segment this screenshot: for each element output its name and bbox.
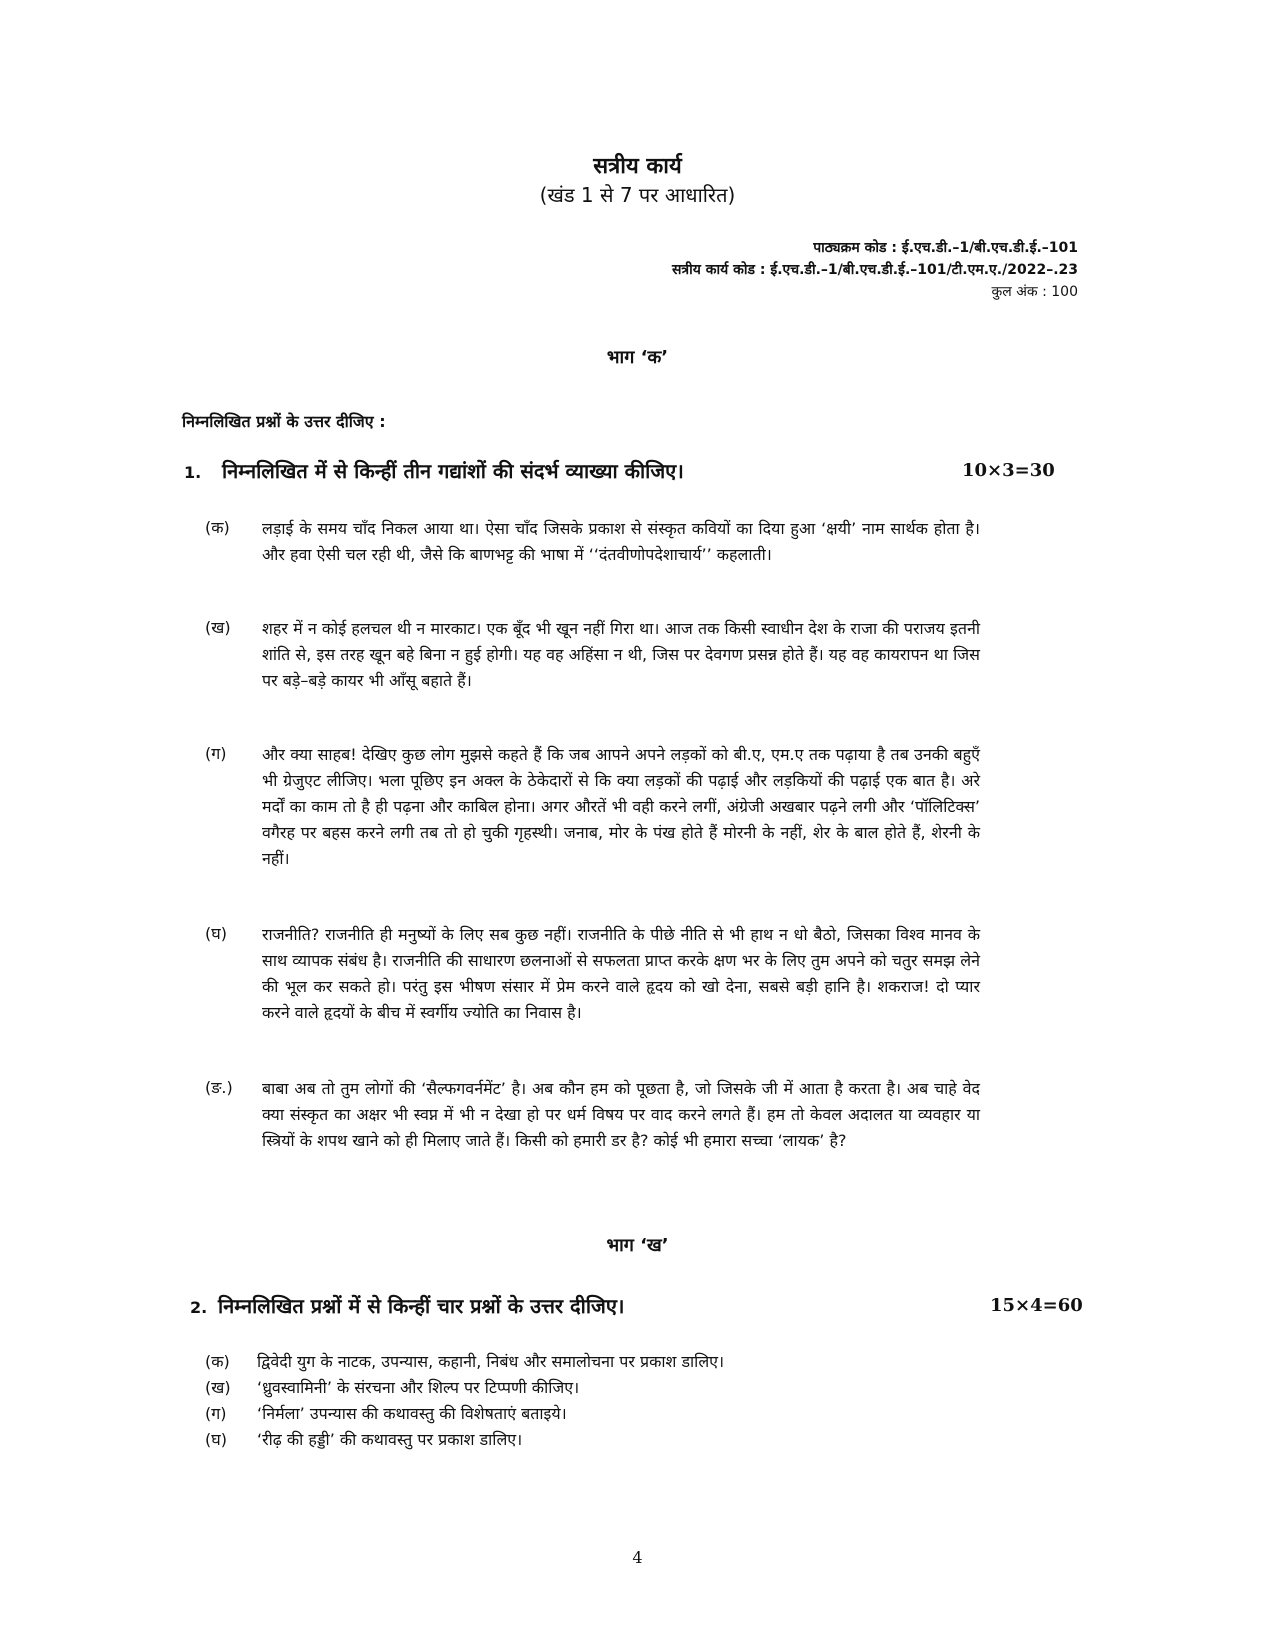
- item-question: ‘ध्रुवस्वामिनी’ के संरचना और शिल्प पर टिप्पणी कीजिए।: [257, 1378, 580, 1397]
- q1-item-kha: [205, 616, 980, 722]
- item-label: (ग): [205, 744, 227, 763]
- q2-item-gha: [205, 1428, 1025, 1454]
- page-number: 4: [632, 1548, 643, 1567]
- item-passage: लड़ाई के समय चाँद निकल आया था। ऐसा चाँद जिसके प्रकाश से संस्कृत कवियों का दिया हुआ ‘क्षयी’ नाम सार्थक होता है। और हवा ऐसी चल रही थी, जैसे कि बाणभट्ट की भाषा में ‘‘दंतवीणोपदेशाचार्य’’ कहलाती।: [262, 519, 980, 564]
- item-question: द्विवेदी युग के नाटक, उपन्यास, कहानी, निबंध और समालोचना पर प्रकाश डालिए।: [257, 1352, 725, 1371]
- q2-marks: 15×4=60: [990, 1295, 1083, 1316]
- q2-number: 2.: [190, 1298, 208, 1317]
- item-question: ‘रीढ़ की हड्डी’ की कथावस्तु पर प्रकाश डालिए।: [257, 1430, 523, 1449]
- q1-item-gha: [205, 922, 980, 1054]
- q1-item-ga: [205, 742, 980, 902]
- part-b-heading: भाग ‘ख’: [606, 1235, 669, 1256]
- q2-item-ga: [205, 1402, 1025, 1428]
- item-label: (क): [205, 518, 230, 537]
- item-label: (ख): [205, 618, 231, 637]
- q1-item-nga: [205, 1076, 980, 1182]
- item-passage: बाबा अब तो तुम लोगों की ‘सैल्फगवर्नमेंट’ है। अब कौन हम को पूछता है, जो जिसके जी में आता है करता है। अब चाहे वेद क्या संस्कृत का अक्षर भी स्वप्न में भी न देखा हो पर धर्म विषय पर वाद करने लगते हैं। हम तो केवल अदालत या व्यवहार या स्त्रियों के शपथ खाने को ही मिलाए जाते हैं। किसी को हमारी डर है? कोई भी हमारा सच्चा ‘लायक’ है?: [262, 1079, 980, 1150]
- item-passage: और क्या साहब! देखिए कुछ लोग मुझसे कहते हैं कि जब आपने अपने लड़कों को बी.ए, एम.ए तक पढ़ाया है तब उनकी बहुएँ भी ग्रेजुएट लीजिए। भला पूछिए इन अक्ल के ठेकेदारों से कि क्या लड़कों की पढ़ाई और लड़कियों की पढ़ाई एक बात है। अरे मर्दों का काम तो है ही पढ़ना और काबिल होना। अगर औरतें भी वही करने लगीं, अंग्रेजी अखबार पढ़ने लगी और ‘पॉलिटिक्स’ वगैरह पर बहस करने लगी तब तो हो चुकी गृहस्थी। जनाब, मोर के पंख होते हैं मोरनी के नहीं, शेर के बाल होते हैं, शेरनी के नहीं।: [262, 745, 980, 868]
- q2-item-ka: [205, 1350, 1025, 1376]
- q1-text: निम्नलिखित में से किन्हीं तीन गद्यांशों की संदर्भ व्याख्या कीजिए।: [222, 459, 684, 483]
- q1-marks: 10×3=30: [962, 460, 1055, 481]
- item-label: (ङ.): [205, 1078, 233, 1097]
- assignment-code: सत्रीय कार्य कोड : ई.एच.डी.–1/बी.एच.डी.ई.–101/टी.एम.ए./2022–.23: [671, 262, 1078, 278]
- q2-item-kha: [205, 1376, 1025, 1402]
- item-label: (ग): [205, 1404, 227, 1423]
- part-a-heading: भाग ‘क’: [606, 347, 669, 368]
- item-label: (क): [205, 1352, 230, 1371]
- assignment-title: सत्रीय कार्य: [593, 154, 682, 179]
- item-label: (घ): [205, 924, 227, 943]
- q1-number: 1.: [184, 463, 202, 482]
- total-marks: कुल अंक : 100: [991, 284, 1078, 300]
- item-label: (ख): [205, 1378, 231, 1397]
- q1-item-ka: [205, 516, 980, 596]
- item-label: (घ): [205, 1430, 227, 1449]
- item-passage: शहर में न कोई हलचल थी न मारकाट। एक बूँद भी खून नहीं गिरा था। आज तक किसी स्वाधीन देश के राजा की पराजय इतनी शांति से, इस तरह खून बहे बिना न हुई होगी। यह वह अहिंसा न थी, जिस पर देवगण प्रसन्न होते हैं। यह वह कायरापन था जिस पर बड़े–बड़े कायर भी आँसू बहाते हैं।: [262, 619, 980, 690]
- item-passage: राजनीति? राजनीति ही मनुष्यों के लिए सब कुछ नहीं। राजनीति के पीछे नीति से भी हाथ न धो बैठो, जिसका विश्व मानव के साथ व्यापक संबंध है। राजनीति की साधारण छलनाओं से सफलता प्राप्त करके क्षण भर के लिए तुम अपने को चतुर समझ लेने की भूल कर सकते हो। परंतु इस भीषण संसार में प्रेम करने वाले हृदय को खो देना, सबसे बड़ी हानि है। शकराज! दो प्यार करने वाले हृदयों के बीच में स्वर्गीय ज्योति का निवास है।: [262, 925, 980, 1022]
- course-code: पाठ्यक्रम कोड : ई.एच.डी.–1/बी.एच.डी.ई.–101: [813, 240, 1078, 256]
- assignment-subtitle: (खंड 1 से 7 पर आधारित): [539, 183, 736, 207]
- item-question: ‘निर्मला’ उपन्यास की कथावस्तु की विशेषताएं बताइये।: [257, 1404, 567, 1423]
- instruction-text: निम्नलिखित प्रश्नों के उत्तर दीजिए :: [182, 412, 386, 431]
- q2-text: निम्नलिखित प्रश्नों में से किन्हीं चार प्रश्नों के उत्तर दीजिए।: [218, 1294, 625, 1318]
